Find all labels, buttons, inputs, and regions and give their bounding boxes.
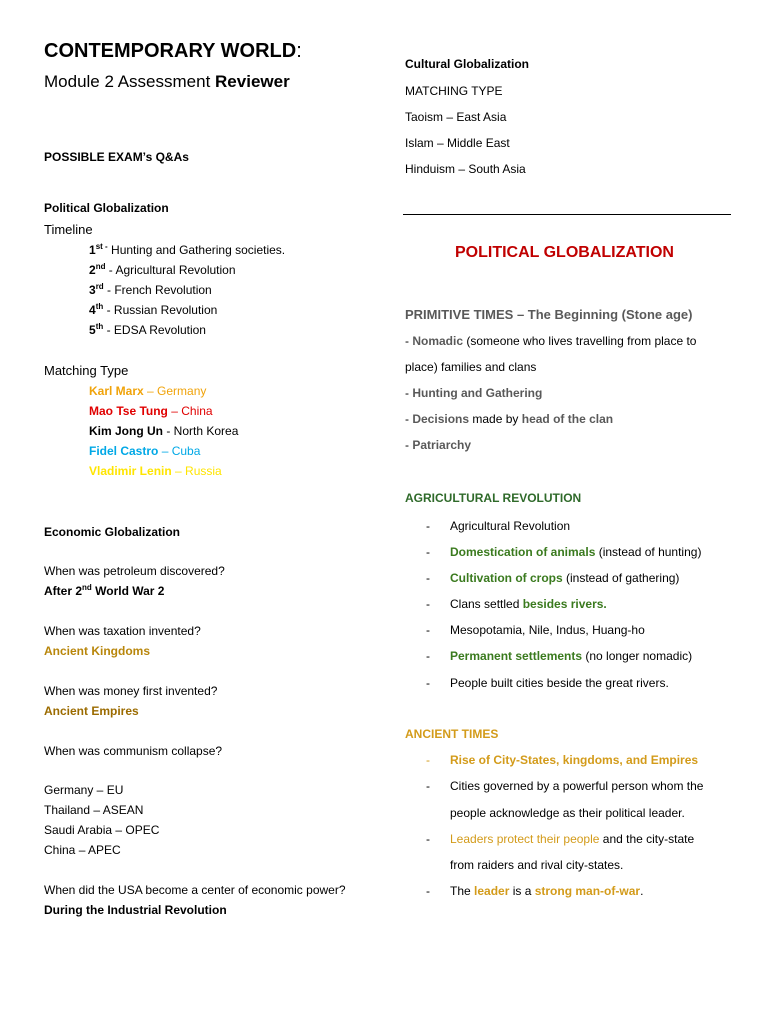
timeline-num: 1 bbox=[89, 243, 96, 257]
timeline-sup: nd bbox=[95, 262, 106, 271]
bullet-dash: - bbox=[426, 832, 430, 846]
agri-bullet bbox=[450, 597, 607, 611]
keyword: besides rivers. bbox=[522, 597, 607, 611]
matching-item bbox=[89, 444, 200, 458]
answer-part: After 2 bbox=[44, 584, 83, 598]
timeline-text: - EDSA Revolution bbox=[103, 323, 206, 337]
question-usa: When did the USA become a center of economic power? bbox=[44, 883, 346, 897]
primitive-line bbox=[405, 334, 696, 348]
title-colon: : bbox=[296, 40, 302, 62]
answer-usa: During the Industrial Revolution bbox=[44, 903, 227, 917]
pair-item: Saudi Arabia – OPEC bbox=[44, 823, 160, 837]
keyword: leader bbox=[474, 884, 510, 898]
question-communism: When was communism collapse? bbox=[44, 744, 223, 758]
ancient-bullet: Cities governed by a powerful person whom the bbox=[450, 779, 704, 793]
ancient-times-heading: ANCIENT TIMES bbox=[405, 727, 499, 741]
section-divider bbox=[403, 214, 731, 215]
matching-rest: – Russia bbox=[171, 464, 222, 478]
pair-item: China – APEC bbox=[44, 843, 121, 857]
title-main: CONTEMPORARY WORLD bbox=[44, 40, 297, 62]
bullet-dash: - bbox=[426, 597, 430, 611]
matching-rest: - North Korea bbox=[163, 424, 239, 438]
timeline-sup: rd bbox=[95, 282, 104, 291]
agri-bullet bbox=[450, 545, 701, 559]
timeline-text: - French Revolution bbox=[103, 283, 212, 297]
text: The bbox=[450, 884, 475, 898]
text: (someone who lives travelling from place to bbox=[463, 334, 697, 348]
agri-bullet: People built cities beside the great rivers. bbox=[450, 676, 669, 690]
matching-item bbox=[89, 464, 222, 478]
matching-name: Mao Tse Tung bbox=[89, 404, 168, 418]
matching-item bbox=[89, 404, 213, 418]
matching-item bbox=[89, 384, 206, 398]
bullet-dash: - bbox=[426, 545, 430, 559]
ancient-bullet bbox=[450, 832, 694, 846]
document-title bbox=[44, 40, 302, 63]
timeline-sup: th bbox=[95, 322, 104, 331]
text: . bbox=[640, 884, 644, 898]
text: made by bbox=[469, 412, 522, 426]
text: is a bbox=[509, 884, 535, 898]
matching-type-caps: MATCHING TYPE bbox=[405, 84, 503, 98]
dash: - bbox=[405, 438, 413, 452]
timeline-text: - Agricultural Revolution bbox=[105, 263, 236, 277]
ancient-bullet: Rise of City-States, kingdoms, and Empires bbox=[450, 753, 699, 767]
subtitle-plain: Module 2 Assessment bbox=[44, 72, 216, 91]
timeline-num: 2 bbox=[89, 263, 96, 277]
cultural-globalization-heading: Cultural Globalization bbox=[405, 57, 530, 71]
possible-qas-heading: POSSIBLE EXAM’s Q&As bbox=[44, 150, 189, 164]
bullet-dash: - bbox=[426, 884, 430, 898]
keyword: Nomadic bbox=[412, 334, 464, 348]
keyword: Decisions bbox=[412, 412, 470, 426]
primitive-times-heading: PRIMITIVE TIMES – The Beginning (Stone age) bbox=[405, 307, 693, 322]
primitive-line bbox=[405, 412, 613, 426]
answer-sup: nd bbox=[82, 583, 92, 592]
agri-bullet: Mesopotamia, Nile, Indus, Huang-ho bbox=[450, 623, 645, 637]
cultural-pair: Hinduism – South Asia bbox=[405, 162, 526, 176]
answer-petroleum bbox=[44, 584, 164, 598]
timeline-text: - Russian Revolution bbox=[103, 303, 218, 317]
question-money: When was money first invented? bbox=[44, 684, 218, 698]
matching-name: Kim Jong Un bbox=[89, 424, 163, 438]
political-globalization-title: POLITICAL GLOBALIZATION bbox=[455, 244, 674, 261]
economic-globalization-heading: Economic Globalization bbox=[44, 525, 181, 539]
cultural-pair: Islam – Middle East bbox=[405, 136, 510, 150]
text: and the city-state bbox=[599, 832, 695, 846]
ancient-bullet bbox=[450, 884, 643, 898]
matching-rest: – China bbox=[167, 404, 213, 418]
dash: - bbox=[405, 386, 413, 400]
primitive-line bbox=[405, 386, 542, 400]
timeline-item bbox=[89, 323, 206, 337]
timeline-label: Timeline bbox=[44, 222, 93, 237]
keyword: strong man-of-war bbox=[534, 884, 641, 898]
timeline-item bbox=[89, 283, 212, 297]
pair-item: Thailand – ASEAN bbox=[44, 803, 144, 817]
matching-name: Karl Marx bbox=[89, 384, 144, 398]
agri-bullet bbox=[450, 571, 679, 585]
agri-bullet: Agricultural Revolution bbox=[450, 519, 571, 533]
keyword: Leaders protect their people bbox=[450, 832, 600, 846]
primitive-line bbox=[405, 438, 471, 452]
cultural-pair: Taoism – East Asia bbox=[405, 110, 507, 124]
keyword: Domestication of animals bbox=[450, 545, 596, 559]
bullet-dash: - bbox=[426, 571, 430, 585]
bullet-dash: - bbox=[426, 753, 430, 767]
bullet-dash: - bbox=[426, 779, 430, 793]
timeline-text: Hunting and Gathering societies. bbox=[107, 243, 286, 257]
dash: - bbox=[405, 334, 413, 348]
text: Clans settled bbox=[450, 597, 523, 611]
keyword: head of the clan bbox=[521, 412, 614, 426]
matching-rest: – Cuba bbox=[158, 444, 201, 458]
matching-name: Fidel Castro bbox=[89, 444, 159, 458]
text: (instead of gathering) bbox=[562, 571, 680, 585]
agricultural-revolution-heading: AGRICULTURAL REVOLUTION bbox=[405, 491, 582, 505]
political-globalization-heading: Political Globalization bbox=[44, 201, 169, 215]
ancient-bullet-continued: people acknowledge as their political leader. bbox=[450, 806, 685, 820]
question-petroleum: When was petroleum discovered? bbox=[44, 564, 225, 578]
timeline-item bbox=[89, 303, 217, 317]
timeline-item bbox=[89, 243, 285, 257]
keyword: Cultivation of crops bbox=[450, 571, 563, 585]
matching-item bbox=[89, 424, 238, 438]
bullet-dash: - bbox=[426, 676, 430, 690]
timeline-sup: th bbox=[95, 302, 104, 311]
timeline-num: 5 bbox=[89, 323, 96, 337]
matching-name: Vladimir Lenin bbox=[89, 464, 172, 478]
keyword: Patriarchy bbox=[412, 438, 472, 452]
timeline-item bbox=[89, 263, 236, 277]
timeline-sup: st - bbox=[95, 242, 108, 251]
timeline-num: 4 bbox=[89, 303, 96, 317]
ancient-bullet-continued: from raiders and rival city-states. bbox=[450, 858, 624, 872]
document-subtitle bbox=[44, 72, 290, 92]
keyword: Hunting and Gathering bbox=[412, 386, 543, 400]
answer-taxation: Ancient Kingdoms bbox=[44, 644, 151, 658]
answer-money: Ancient Empires bbox=[44, 704, 139, 718]
bullet-dash: - bbox=[426, 649, 430, 663]
timeline-num: 3 bbox=[89, 283, 96, 297]
pair-item: Germany – EU bbox=[44, 783, 124, 797]
answer-part: World War 2 bbox=[91, 584, 165, 598]
bullet-dash: - bbox=[426, 623, 430, 637]
text: (no longer nomadic) bbox=[582, 649, 693, 663]
bullet-dash: - bbox=[426, 519, 430, 533]
keyword: Permanent settlements bbox=[450, 649, 583, 663]
matching-type-label: Matching Type bbox=[44, 363, 129, 378]
subtitle-bold: Reviewer bbox=[215, 72, 290, 91]
matching-rest: – Germany bbox=[143, 384, 207, 398]
dash: - bbox=[405, 412, 413, 426]
text: (instead of hunting) bbox=[595, 545, 702, 559]
question-taxation: When was taxation invented? bbox=[44, 624, 201, 638]
agri-bullet bbox=[450, 649, 692, 663]
primitive-line: place) families and clans bbox=[405, 360, 537, 374]
